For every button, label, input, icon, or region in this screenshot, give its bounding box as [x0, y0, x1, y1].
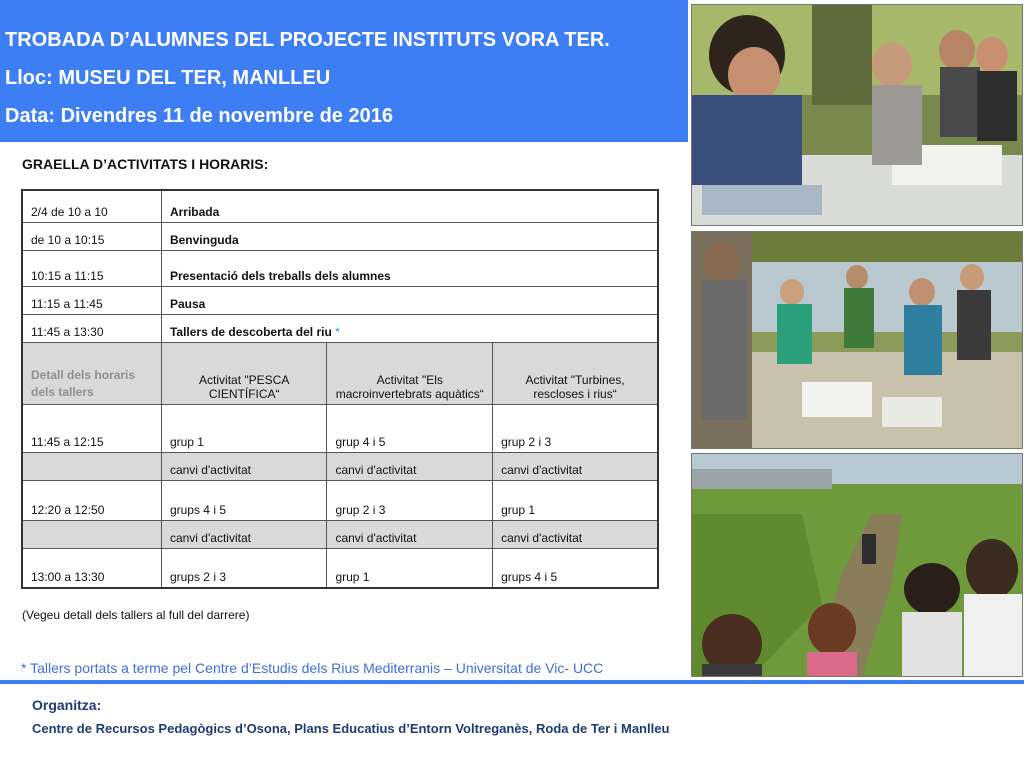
slot-group: grups 4 i 5 — [161, 480, 326, 520]
event-title: TROBADA D’ALUMNES DEL PROJECTE INSTITUTS VORA TER. — [5, 29, 610, 51]
change-cell: canvi d'activitat — [493, 520, 658, 548]
slot-group: grups 4 i 5 — [493, 548, 658, 588]
slot-group: grup 1 — [161, 404, 326, 452]
footnote-marker: * — [335, 324, 340, 339]
change-spacer — [22, 452, 161, 480]
change-cell: canvi d'activitat — [493, 452, 658, 480]
slot-row — [22, 480, 658, 520]
photo-river-channel — [691, 453, 1023, 677]
row-time: 10:15 a 11:15 — [22, 250, 161, 286]
schedule-row — [22, 286, 658, 314]
slot-row — [22, 404, 658, 452]
slot-group: grup 1 — [327, 548, 493, 588]
workshop-turbines: Activitat "Turbines, rescloses i rius“ — [493, 342, 658, 404]
row-time: 11:45 a 13:30 — [22, 314, 161, 342]
photo-river-bank-group — [691, 231, 1023, 449]
row-activity: Arribada — [161, 190, 658, 222]
change-spacer — [22, 520, 161, 548]
schedule-table — [21, 189, 659, 589]
photo-students-examining — [691, 4, 1023, 226]
row-time: 2/4 de 10 a 10 — [22, 190, 161, 222]
organizer-text: Centre de Recursos Pedagògics d’Osona, Plans Educatius d’Entorn Voltreganès, Roda de Ter i Manlleu — [32, 721, 670, 736]
header-banner — [0, 0, 688, 142]
slot-time: 11:45 a 12:15 — [22, 404, 161, 452]
slot-group: grup 2 i 3 — [327, 480, 493, 520]
row-time: de 10 a 10:15 — [22, 222, 161, 250]
row-time: 11:15 a 11:45 — [22, 286, 161, 314]
schedule-row — [22, 314, 658, 342]
schedule-row — [22, 250, 658, 286]
change-cell: canvi d'activitat — [327, 520, 493, 548]
row-activity — [161, 314, 658, 342]
change-row — [22, 452, 658, 480]
slot-time: 13:00 a 13:30 — [22, 548, 161, 588]
slot-time: 12:20 a 12:50 — [22, 480, 161, 520]
change-cell: canvi d'activitat — [161, 452, 326, 480]
event-place: Lloc: MUSEU DEL TER, MANLLEU — [5, 67, 331, 89]
footer-divider — [0, 680, 1024, 684]
workshop-macroinvertebrates: Activitat "Els macroinvertebrats aquàtics“ — [327, 342, 493, 404]
workshop-fishing: Activitat "PESCA CIENTÍFICA“ — [161, 342, 326, 404]
footnote: * Tallers portats a terme pel Centre d’Estudis dels Rius Mediterranis – Universitat de Vic- UCC — [21, 660, 604, 676]
slot-group: grup 2 i 3 — [493, 404, 658, 452]
slot-group: grups 2 i 3 — [161, 548, 326, 588]
workshops-label: Tallers de descoberta del riu — [169, 324, 332, 339]
slot-row — [22, 548, 658, 588]
change-cell: canvi d'activitat — [327, 452, 493, 480]
workshop-header-row — [22, 342, 658, 404]
change-cell: canvi d'activitat — [161, 520, 326, 548]
slot-group: grup 4 i 5 — [327, 404, 493, 452]
row-activity: Presentació dels treballs dels alumnes — [161, 250, 658, 286]
change-row — [22, 520, 658, 548]
detail-label: Detall dels horaris dels tallers — [22, 342, 161, 404]
schedule-row — [22, 190, 658, 222]
event-date: Data: Divendres 11 de novembre de 2016 — [5, 105, 393, 127]
row-activity: Benvinguda — [161, 222, 658, 250]
schedule-heading: GRAELLA D’ACTIVITATS I HORARIS: — [22, 156, 269, 172]
workshop-note: (Vegeu detall dels tallers al full del darrere) — [22, 608, 250, 622]
slot-group: grup 1 — [493, 480, 658, 520]
row-activity: Pausa — [161, 286, 658, 314]
schedule-row — [22, 222, 658, 250]
organizer-label: Organitza: — [32, 697, 102, 713]
